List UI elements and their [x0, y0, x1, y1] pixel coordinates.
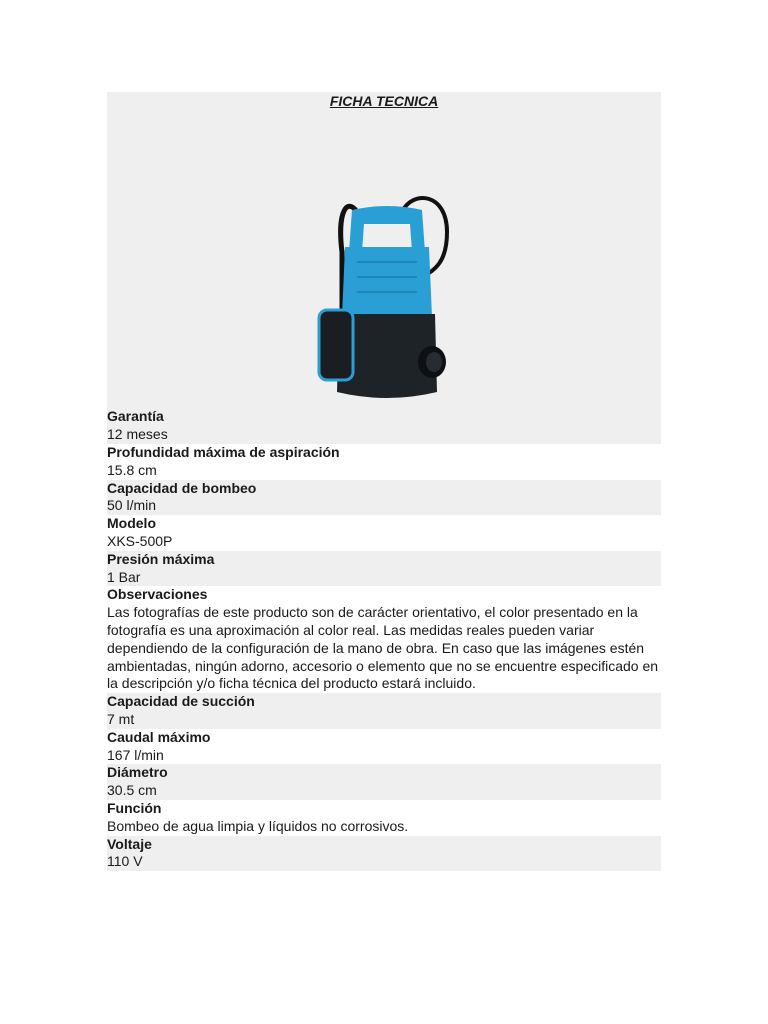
spec-row: [107, 551, 661, 587]
spec-label: Diámetro: [107, 764, 168, 781]
spec-label: Presión máxima: [107, 550, 215, 567]
spec-row: [107, 800, 661, 836]
spec-label: Observaciones: [107, 586, 208, 603]
spec-value: 110 V: [107, 853, 143, 870]
spec-label: Voltaje: [107, 835, 152, 852]
spec-label: Función: [107, 799, 162, 816]
spec-label: Profundidad máxima de aspiración: [107, 444, 340, 460]
spec-value: 15.8 cm: [107, 461, 157, 478]
spec-row: [107, 480, 661, 516]
page-title: FICHA TECNICA: [329, 93, 439, 109]
spec-value: Bombeo de agua limpia y líquidos no corrosivos.: [107, 817, 409, 834]
spec-label: Capacidad de succión: [107, 693, 255, 710]
spec-value: 167 l/min: [107, 746, 164, 763]
spec-label: Capacidad de bombeo: [107, 479, 257, 496]
submersible-pump-icon: [317, 192, 452, 407]
spec-value: 12 meses: [107, 426, 168, 443]
spec-row: [107, 693, 661, 729]
spec-value: 7 mt: [107, 710, 135, 727]
spec-row: [107, 515, 661, 551]
spec-sheet: [107, 92, 661, 871]
spec-label: Caudal máximo: [107, 728, 211, 745]
spec-row: [107, 764, 661, 800]
spec-row: [107, 836, 661, 872]
spec-row: [107, 586, 661, 693]
spec-row: [107, 408, 661, 444]
spec-value: 50 l/min: [107, 497, 157, 514]
spec-label: Modelo: [107, 515, 156, 532]
spec-value: 1 Bar: [107, 568, 141, 585]
spec-value: 30.5 cm: [107, 782, 157, 799]
spec-label: Garantía: [107, 408, 164, 425]
spec-row: [107, 729, 661, 765]
spec-value: XKS-500P: [107, 532, 173, 549]
spec-value: Las fotografías de este producto son de carácter orientativo, el color presentado en la fotografía es una aproximación al color real. Las medidas reales pueden variar dependiendo de la configuración de la mano de obra. En caso que las imágenes estén ambientadas, ningún adorno, accesorio o elemento que no se encuentre especificado en la descripción y/o ficha técnica del producto estará incluido.: [107, 604, 659, 692]
spec-row: [107, 444, 661, 480]
product-hero: [107, 92, 661, 444]
